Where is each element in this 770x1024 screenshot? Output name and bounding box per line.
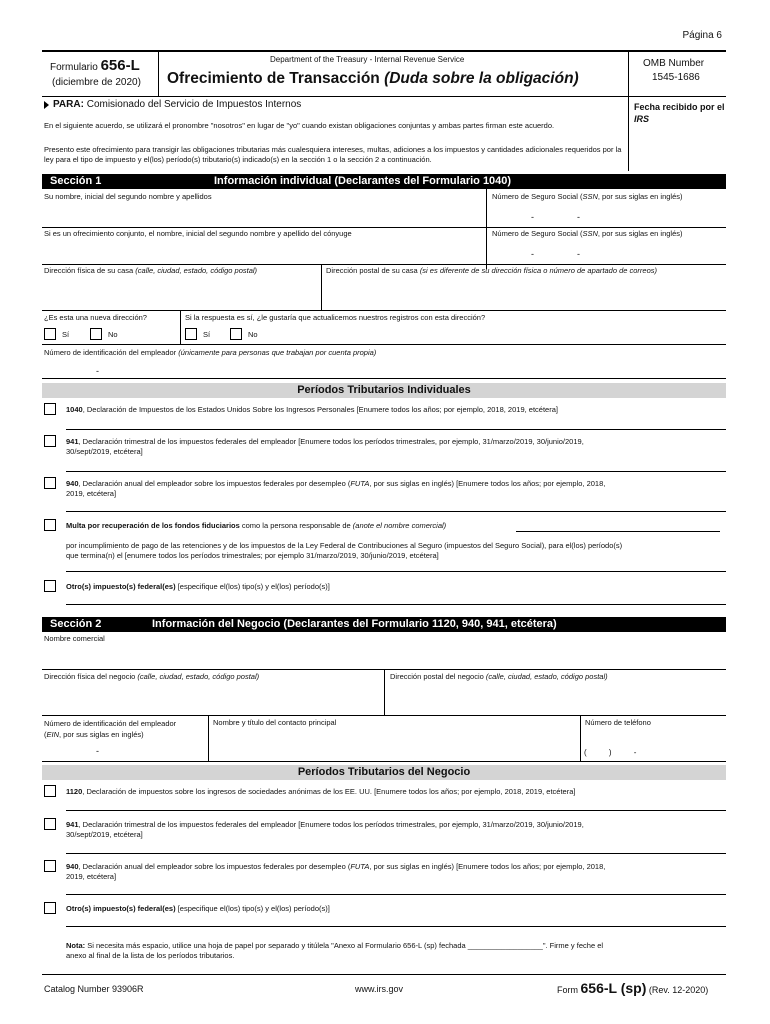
contact-field[interactable] — [209, 729, 580, 761]
ein-label: Número de identificación del empleador (únicamente para personas que trabajan por cuenta propia) — [44, 348, 377, 357]
form-940-checkbox[interactable] — [44, 477, 56, 489]
contact-label: Nombre y título del contacto principal — [213, 718, 337, 727]
form-1120-entry-line[interactable] — [66, 810, 726, 811]
yes-label: Sí — [62, 330, 70, 339]
business-ein-dash: - — [96, 746, 99, 756]
new-address-question: ¿Es esta una nueva dirección? — [44, 313, 147, 322]
form-number: 656-L — [100, 57, 140, 74]
para-label: PARA: — [53, 99, 84, 110]
ein-dash: - — [96, 366, 99, 376]
yes-label: Sí — [203, 330, 211, 339]
other-tax-row: Otro(s) impuesto(s) federal(es) [especifique el(los) tipo(s) y el(los) período(s)] — [66, 582, 330, 591]
form-940-entry-line[interactable] — [66, 511, 726, 512]
taxpayer-name-field[interactable] — [42, 203, 486, 227]
spouse-ssn-label: Número de Seguro Social (SSN, por sus siglas en inglés) — [492, 229, 683, 238]
phone-label: Número de teléfono — [585, 718, 651, 727]
business-941-row: 941, Declaración trimestral de los impuestos federales del empleador [Enumere todos los períodos trimestrales, por ejemplo, 31/marzo/2019, 30/junio/2019, 30/sept/2019, etcétera] — [66, 820, 584, 839]
omb-number: 1545-1686 — [652, 72, 700, 83]
business-ein-field[interactable] — [42, 741, 208, 761]
form-941-entry-line[interactable] — [66, 471, 726, 472]
form-1120-row: 1120, Declaración de impuestos sobre los ingresos de sociedades anónimas de los EE. UU. [Enumere todos los años; por ejemplo, 2018, 2019, etcétera] — [66, 787, 576, 796]
form-941-row: 941, Declaración trimestral de los impuestos federales del empleador [Enumere todos los períodos trimestrales, por ejemplo, 31/marzo/2019, 30/junio/2019, 30/sept/2019, etcétera] — [66, 437, 584, 456]
form-prefix: Formulario — [50, 62, 98, 73]
form-941-checkbox[interactable] — [44, 435, 56, 447]
page-number: Página 6 — [682, 30, 722, 41]
business-941-checkbox[interactable] — [44, 818, 56, 830]
business-name-label: Nombre comercial — [44, 634, 105, 643]
business-940-entry-line[interactable] — [66, 894, 726, 895]
business-address-label: Dirección física del negocio (calle, ciudad, estado, código postal) — [44, 672, 260, 681]
intro-text-2: Presento este ofrecimiento para transigir las obligaciones tributarias más cualesquiera intereses, multas, adiciones a los impuestos y cantidades adicionales requeridos por la ley para el tipo de impuesto y el(los) período(s) tributario(s) indicado(s) en la sección 1 o la sección 2 a continuación. — [44, 145, 622, 164]
form-1120-checkbox[interactable] — [44, 785, 56, 797]
section2-title: Información del Negocio (Declarantes del Formulario 1120, 940, 941, etcétera) — [152, 618, 557, 630]
business-other-tax-row: Otro(s) impuesto(s) federal(es) [especifique el(los) tipo(s) y el(los) período(s)] — [66, 904, 330, 913]
business-name-field[interactable] — [42, 645, 726, 669]
form-id — [50, 57, 140, 74]
ssn-label: Número de Seguro Social (SSN, por sus siglas en inglés) — [492, 192, 683, 201]
business-mailing-label: Dirección postal del negocio (calle, ciudad, estado, código postal) — [390, 672, 608, 681]
title-main: Ofrecimiento de Transacción — [167, 70, 380, 87]
spouse-name-label: Si es un ofrecimiento conjunto, el nombre, inicial del segundo nombre y apellido del cónyuge — [44, 229, 352, 238]
business-periods-header: Períodos Tributarios del Negocio — [42, 765, 726, 780]
home-address-field[interactable] — [42, 277, 321, 310]
ssn-field[interactable] — [487, 203, 726, 227]
irs-website: www.irs.gov — [355, 984, 404, 994]
trust-fund-checkbox[interactable] — [44, 519, 56, 531]
update-records-no-checkbox[interactable] — [230, 328, 242, 340]
spouse-ssn-dash-1: - — [531, 249, 534, 259]
no-label: No — [108, 330, 118, 339]
form-1040-row: 1040, Declaración de Impuestos de los Estados Unidos Sobre los Ingresos Personales [Enumere todos los años; por ejemplo, 2018, 2019, etcétera] — [66, 405, 558, 414]
update-records-yes-checkbox[interactable] — [185, 328, 197, 340]
taxpayer-name-label: Su nombre, inicial del segundo nombre y apellidos — [44, 192, 212, 201]
section1-label: Sección 1 — [50, 175, 102, 187]
spouse-ssn-field[interactable] — [487, 240, 726, 264]
ein-field[interactable] — [42, 358, 282, 378]
section2-label: Sección 2 — [50, 618, 102, 630]
form-1040-entry-line[interactable] — [66, 429, 726, 430]
no-label: No — [248, 330, 258, 339]
spouse-ssn-dash-2: - — [577, 249, 580, 259]
received-date-label: Fecha recibido por el IRS — [634, 102, 725, 124]
phone-mask: ( ) - — [584, 748, 637, 757]
ssn-dash-2: - — [577, 212, 580, 222]
phone-field[interactable] — [581, 741, 726, 761]
business-address-field[interactable] — [42, 683, 384, 715]
intro-text-1: En el siguiente acuerdo, se utilizará el pronombre "nosotros" en lugar de "yo" cuando existan obligaciones conjuntas y ambas partes firman este acuerdo. — [44, 121, 555, 130]
business-ein-label: Número de identificación del empleador (EIN, por sus siglas en inglés) — [44, 719, 177, 739]
para-line — [53, 99, 301, 110]
other-tax-entry-line[interactable] — [66, 604, 726, 605]
title-italic: (Duda sobre la obligación) — [384, 70, 579, 87]
mailing-address-label: Dirección postal de su casa (si es diferente de su dirección física o número de apartado de correos) — [326, 266, 658, 275]
individual-periods-header: Períodos Tributarios Individuales — [42, 383, 726, 398]
para-recipient: Comisionado del Servicio de Impuestos Internos — [86, 99, 302, 110]
catalog-number: Catalog Number 93906R — [44, 984, 144, 994]
new-address-yes-checkbox[interactable] — [44, 328, 56, 340]
business-941-entry-line[interactable] — [66, 853, 726, 854]
spouse-name-field[interactable] — [42, 240, 486, 264]
note: Nota: Si necesita más espacio, utilice una hoja de papel por separado y titúlela "Anexo al Formulario 656-L (sp) fechada __________________". Firme y feche el anexo al final de la lista de los períodos tributarios. — [66, 941, 604, 960]
other-tax-checkbox[interactable] — [44, 580, 56, 592]
form-date: (diciembre de 2020) — [52, 77, 141, 88]
section1-title: Información individual (Declarantes del Formulario 1040) — [214, 175, 512, 187]
home-address-label: Dirección física de su casa (calle, ciudad, estado, código postal) — [44, 266, 258, 275]
new-address-no-checkbox[interactable] — [90, 328, 102, 340]
mailing-address-field[interactable] — [322, 277, 726, 310]
section1-header — [42, 174, 726, 189]
footer-form-id: Form 656-L (sp) (Rev. 12-2020) — [557, 980, 709, 996]
form-940-row: 940, Declaración anual del empleador sobre los impuestos federales por desempleo (FUTA, por sus siglas en inglés) [Enumere todos los años; por ejemplo, 2018, 2019, etcétera] — [66, 479, 606, 498]
business-other-tax-checkbox[interactable] — [44, 902, 56, 914]
trust-fund-entry-line[interactable] — [66, 571, 726, 572]
department-name: Department of the Treasury - Internal Revenue Service — [270, 55, 465, 64]
omb-label: OMB Number — [643, 58, 705, 69]
arrow-icon — [44, 101, 49, 109]
business-mailing-field[interactable] — [385, 683, 726, 715]
trust-fund-row-cont: por incumplimiento de pago de las retenciones y de los impuestos de la Ley Federal de Contribuciones al Seguro (impuestos del Seguro Social), para el(los) período(s) que termina(n) el [enumere todos los períodos trimestrales; por ejemplo 31/marzo/2019, 30/junio/2019, etcétera] — [66, 541, 623, 560]
ssn-dash-1: - — [531, 212, 534, 222]
business-940-checkbox[interactable] — [44, 860, 56, 872]
section2-header — [42, 617, 726, 632]
business-940-row: 940, Declaración anual del empleador sobre los impuestos federales por desempleo (FUTA, por sus siglas en inglés) [Enumere todos los años; por ejemplo, 2018, 2019, etcétera] — [66, 862, 606, 881]
form-1040-checkbox[interactable] — [44, 403, 56, 415]
business-name-entry-line[interactable] — [516, 531, 720, 532]
form-title — [167, 70, 579, 88]
trust-fund-row: Multa por recuperación de los fondos fiduciarios como la persona responsable de (anote el nombre comercial) — [66, 521, 447, 530]
business-other-tax-entry-line[interactable] — [66, 926, 726, 927]
update-records-question: Si la respuesta es sí, ¿le gustaría que actualicemos nuestros registros con esta dirección? — [185, 313, 486, 322]
